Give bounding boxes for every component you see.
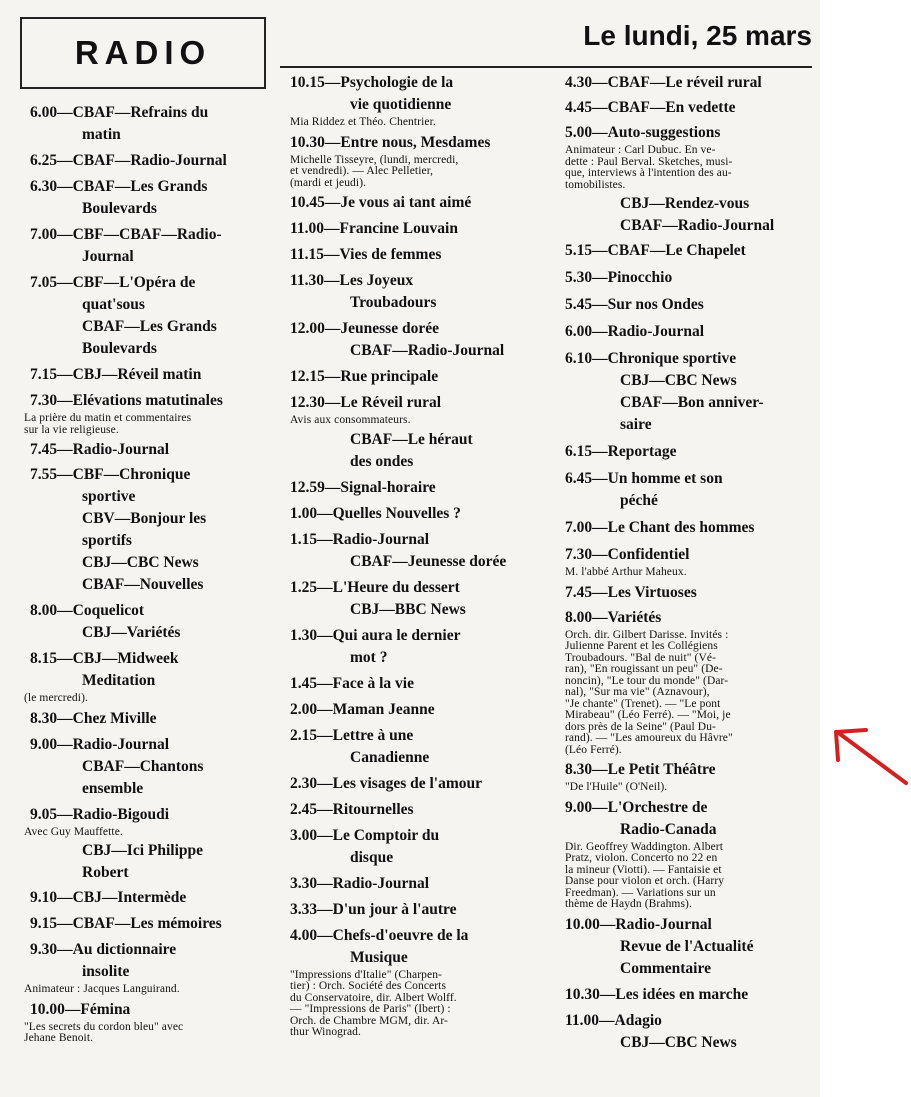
program-entry <box>290 577 552 621</box>
program-entry <box>290 529 552 573</box>
program-line: 2.15—Lettre à une <box>290 726 414 744</box>
program-entry <box>24 708 274 730</box>
program-continuation: CBJ—Ici Philippe <box>82 842 204 859</box>
program-entry <box>290 366 552 388</box>
program-entry <box>24 439 274 461</box>
program-entry <box>24 999 274 1045</box>
program-continuation: mot ? <box>350 648 388 666</box>
program-entry <box>565 759 815 794</box>
program-line: 7.00—CBF—CBAF—Radio- <box>30 226 222 243</box>
program-entry <box>290 773 552 795</box>
program-line: 8.00—Variétés <box>565 608 662 626</box>
program-entry <box>290 192 552 214</box>
column-1 <box>24 102 274 1048</box>
program-entry <box>565 984 815 1006</box>
program-line: 8.15—CBJ—Midweek <box>30 650 179 667</box>
program-line: 5.15—CBAF—Le Chapelet <box>565 242 746 259</box>
program-line: 9.10—CBJ—Intermède <box>30 889 187 906</box>
program-entry <box>565 294 815 316</box>
program-line: 12.15—Rue principale <box>290 368 439 385</box>
program-line: 7.15—CBJ—Réveil matin <box>30 366 202 383</box>
program-note: M. l'abbé Arthur Maheux. <box>565 566 687 578</box>
program-line: 4.30—CBAF—Le réveil rural <box>565 74 762 91</box>
program-line: 8.00—Coquelicot <box>30 602 145 619</box>
program-entry <box>290 625 552 669</box>
program-note: Avis aux consommateurs. <box>290 414 411 426</box>
program-continuation: Musique <box>350 948 408 966</box>
program-continuation: saire <box>620 416 652 433</box>
program-entry <box>290 218 552 240</box>
program-line: 11.00—Adagio <box>565 1011 662 1029</box>
program-continuation: Troubadours <box>350 294 437 311</box>
program-continuation: quat'sous <box>82 296 145 313</box>
program-note: "Impressions d'Italie" (Charpen- tier) : Orch. Société des Concerts du Conservatoire, dir. Albert Wolff. — "Impressions de Paris" (Ibert) : Orch. de Chambre MGM, dir. Ar- thur Winograd. <box>290 968 457 1038</box>
program-continuation: péché <box>620 492 658 509</box>
program-line: 2.00—Maman Jeanne <box>290 700 435 718</box>
header-rule <box>280 66 812 68</box>
program-line: 6.15—Reportage <box>565 443 677 460</box>
program-continuation: Journal <box>82 248 134 265</box>
program-line: 8.30—Le Petit Théâtre <box>565 761 716 778</box>
program-continuation: des ondes <box>350 452 414 470</box>
program-entry <box>290 699 552 721</box>
program-entry <box>290 244 552 266</box>
program-line: 9.05—Radio-Bigoudi <box>30 805 170 823</box>
program-note: La prière du matin et commentaires sur la vie religieuse. <box>24 412 192 436</box>
program-entry <box>290 899 552 921</box>
program-continuation: Boulevards <box>82 340 157 357</box>
program-entry <box>565 544 815 579</box>
program-line: 4.00—Chefs-d'oeuvre de la <box>290 926 469 944</box>
program-entry <box>24 150 274 172</box>
program-continuation: Meditation <box>82 672 156 689</box>
program-entry <box>24 600 274 644</box>
program-line: 11.30—Les Joyeux <box>290 272 414 289</box>
program-continuation: CBAF—Chantons <box>82 757 204 775</box>
program-line: 12.30—Le Réveil rural <box>290 394 442 411</box>
program-entry <box>24 464 274 596</box>
program-line: 9.15—CBAF—Les mémoires <box>30 915 222 932</box>
program-continuation: CBJ—CBC News <box>82 554 199 571</box>
program-continuation: CBJ—Variétés <box>82 624 181 641</box>
program-note: Michelle Tisseyre, (lundi, mercredi, et vendredi). — Alec Pelletier, (mardi et jeudi). <box>290 153 459 189</box>
program-continuation: sportive <box>82 488 136 505</box>
program-note: Avec Guy Mauffette. <box>24 825 123 838</box>
program-entry <box>24 390 274 436</box>
program-entry <box>24 648 274 705</box>
program-continuation: CBJ—BBC News <box>350 600 466 618</box>
program-entry <box>290 72 552 129</box>
program-line: 6.10—Chronique sportive <box>565 350 737 367</box>
program-continuation: Commentaire <box>620 959 711 977</box>
program-continuation: disque <box>350 848 394 866</box>
program-line: 4.45—CBAF—En vedette <box>565 99 736 116</box>
program-entry <box>565 797 815 911</box>
date-heading: Le lundi, 25 mars <box>583 20 812 51</box>
program-line: 10.00—Fémina <box>30 1000 131 1018</box>
column-2 <box>290 72 552 1043</box>
program-entry <box>290 132 552 190</box>
program-note: Orch. dir. Gilbert Darisse. Invités : Julienne Parent et les Collégiens Troubadours. "Bal de nuit" (Vé- ran), "En rougissant un peu" (De- noncin), "Le tour du monde" (Dar- nal), "Sur ma vie" (Aznavour), "Je chante" (Trenet). — "Le pont Mirabeau" (Léo Ferré). — "Moi, je dors près de la Seine" (Paul Du- rand). — "Les amoureux du Hâvre" (Léo Ferré). <box>565 628 733 756</box>
arrow-shaft <box>840 734 906 783</box>
program-continuation: CBJ—CBC News <box>620 1033 737 1051</box>
program-entry <box>290 270 552 314</box>
program-entry <box>24 272 274 360</box>
program-continuation: insolite <box>82 963 130 980</box>
program-line: 12.00—Jeunesse dorée <box>290 320 439 337</box>
program-line: 9.00—Radio-Journal <box>30 735 170 753</box>
program-continuation: vie quotidienne <box>350 96 452 113</box>
program-note: Dir. Geoffrey Waddington. Albert Pratz, violon. Concerto no 22 en la mineur (Viotti). — Fantaisie et Danse pour violon et orch. (Harry Freedman). — Variations sur un thème de Haydn (Brahms). <box>565 840 725 910</box>
program-continuation: CBAF—Nouvelles <box>82 576 204 593</box>
program-line: 2.45—Ritournelles <box>290 800 414 818</box>
program-line: 2.30—Les visages de l'amour <box>290 774 483 792</box>
program-entry <box>290 477 552 499</box>
program-line: 3.33—D'un jour à l'autre <box>290 900 457 918</box>
program-line: 11.15—Vies de femmes <box>290 246 442 263</box>
program-entry <box>290 392 552 473</box>
program-continuation: Revue de l'Actualité <box>620 937 754 955</box>
program-note: "Les secrets du cordon bleu" avec Jehane Benoit. <box>24 1020 184 1044</box>
program-line: 7.55—CBF—Chronique <box>30 466 191 483</box>
program-entry <box>24 939 274 996</box>
program-line: 3.00—Le Comptoir du <box>290 826 440 844</box>
program-continuation: CBJ—CBC News <box>620 372 737 389</box>
program-entry <box>565 348 815 436</box>
program-entry <box>565 441 815 463</box>
program-continuation: Canadienne <box>350 748 430 766</box>
program-line: 7.30—Elévations matutinales <box>30 392 223 409</box>
program-line: 11.00—Francine Louvain <box>290 220 458 237</box>
program-line: 7.45—Les Virtuoses <box>565 583 697 601</box>
program-line: 6.00—CBAF—Refrains du <box>30 104 209 121</box>
program-entry <box>24 176 274 220</box>
program-line: 7.00—Le Chant des hommes <box>565 519 755 536</box>
program-continuation: CBV—Bonjour les <box>82 510 207 527</box>
program-line: 8.30—Chez Miville <box>30 709 157 727</box>
program-continuation: Radio-Canada <box>620 820 717 838</box>
program-continuation: CBAF—Jeunesse dorée <box>350 552 507 570</box>
program-line: 6.30—CBAF—Les Grands <box>30 178 208 195</box>
program-continuation: sportifs <box>82 532 132 549</box>
program-line: 10.15—Psychologie de la <box>290 74 454 91</box>
program-continuation: Boulevards <box>82 200 157 217</box>
program-line: 6.45—Un homme et son <box>565 470 723 487</box>
program-entry <box>565 240 815 262</box>
program-entry <box>565 321 815 343</box>
program-line: 1.25—L'Heure du dessert <box>290 578 460 596</box>
program-entry <box>24 804 274 885</box>
program-entry <box>290 799 552 821</box>
program-continuation: ensemble <box>82 779 144 797</box>
program-entry <box>24 102 274 146</box>
program-continuation: CBJ—Rendez-vous <box>620 195 750 212</box>
program-line: 5.00—Auto-suggestions <box>565 124 721 141</box>
program-entry <box>290 725 552 769</box>
program-line: 5.45—Sur nos Ondes <box>565 296 704 313</box>
program-line: 7.30—Confidentiel <box>565 546 690 563</box>
program-entry <box>565 267 815 289</box>
program-entry <box>290 318 552 362</box>
program-line: 9.00—L'Orchestre de <box>565 798 708 816</box>
program-entry <box>290 825 552 869</box>
program-entry <box>24 734 274 800</box>
program-entry <box>290 673 552 695</box>
program-line: 6.25—CBAF—Radio-Journal <box>30 152 227 169</box>
program-note: "De l'Huile" (O'Neil). <box>565 781 668 793</box>
program-entry <box>565 97 815 119</box>
program-line: 1.45—Face à la vie <box>290 674 414 692</box>
program-entry <box>565 517 815 539</box>
program-entry <box>565 72 815 94</box>
program-entry <box>24 224 274 268</box>
program-continuation: CBAF—Radio-Journal <box>620 217 775 234</box>
program-entry <box>24 887 274 909</box>
program-entry <box>565 607 815 757</box>
program-entry <box>565 122 815 237</box>
program-line: 12.59—Signal-horaire <box>290 478 436 496</box>
program-line: 1.15—Radio-Journal <box>290 530 430 548</box>
program-note: (le mercredi). <box>24 692 88 704</box>
program-line: 5.30—Pinocchio <box>565 269 673 286</box>
program-note: Mia Riddez et Théo. Chentrier. <box>290 116 436 128</box>
program-line: 9.30—Au dictionnaire <box>30 941 177 958</box>
red-arrow-icon <box>826 718 910 788</box>
program-continuation: CBAF—Radio-Journal <box>350 342 505 359</box>
program-note: Animateur : Carl Dubuc. En ve- dette : Paul Berval. Sketches, musi- que, interviews à l'intention des au- tomobilistes. <box>565 144 733 191</box>
program-line: 7.45—Radio-Journal <box>30 441 170 458</box>
program-continuation: matin <box>82 126 121 143</box>
program-entry <box>290 925 552 1039</box>
program-entry <box>565 468 815 512</box>
column-3 <box>565 72 815 1058</box>
program-continuation: CBAF—Bon anniver- <box>620 394 764 411</box>
program-line: 1.30—Qui aura le dernier <box>290 626 461 644</box>
program-line: 10.00—Radio-Journal <box>565 915 712 933</box>
program-entry <box>24 913 274 935</box>
program-line: 6.00—Radio-Journal <box>565 323 705 340</box>
program-entry <box>565 582 815 604</box>
program-entry <box>565 914 815 980</box>
program-line: 3.30—Radio-Journal <box>290 874 430 892</box>
program-entry <box>290 503 552 525</box>
program-entry <box>290 873 552 895</box>
section-title: RADIO <box>74 34 212 71</box>
program-entry <box>24 364 274 386</box>
program-continuation: Robert <box>82 864 129 881</box>
program-note: Animateur : Jacques Languirand. <box>24 983 180 995</box>
program-line: 1.00—Quelles Nouvelles ? <box>290 504 461 522</box>
program-entry <box>565 1010 815 1054</box>
section-title-box <box>20 17 266 89</box>
program-line: 10.45—Je vous ai tant aimé <box>290 194 472 211</box>
program-continuation: CBAF—Le héraut <box>350 430 473 448</box>
program-line: 10.30—Les idées en marche <box>565 985 749 1003</box>
program-line: 10.30—Entre nous, Mesdames <box>290 133 491 151</box>
program-continuation: CBAF—Les Grands <box>82 318 217 335</box>
program-line: 7.05—CBF—L'Opéra de <box>30 274 196 291</box>
